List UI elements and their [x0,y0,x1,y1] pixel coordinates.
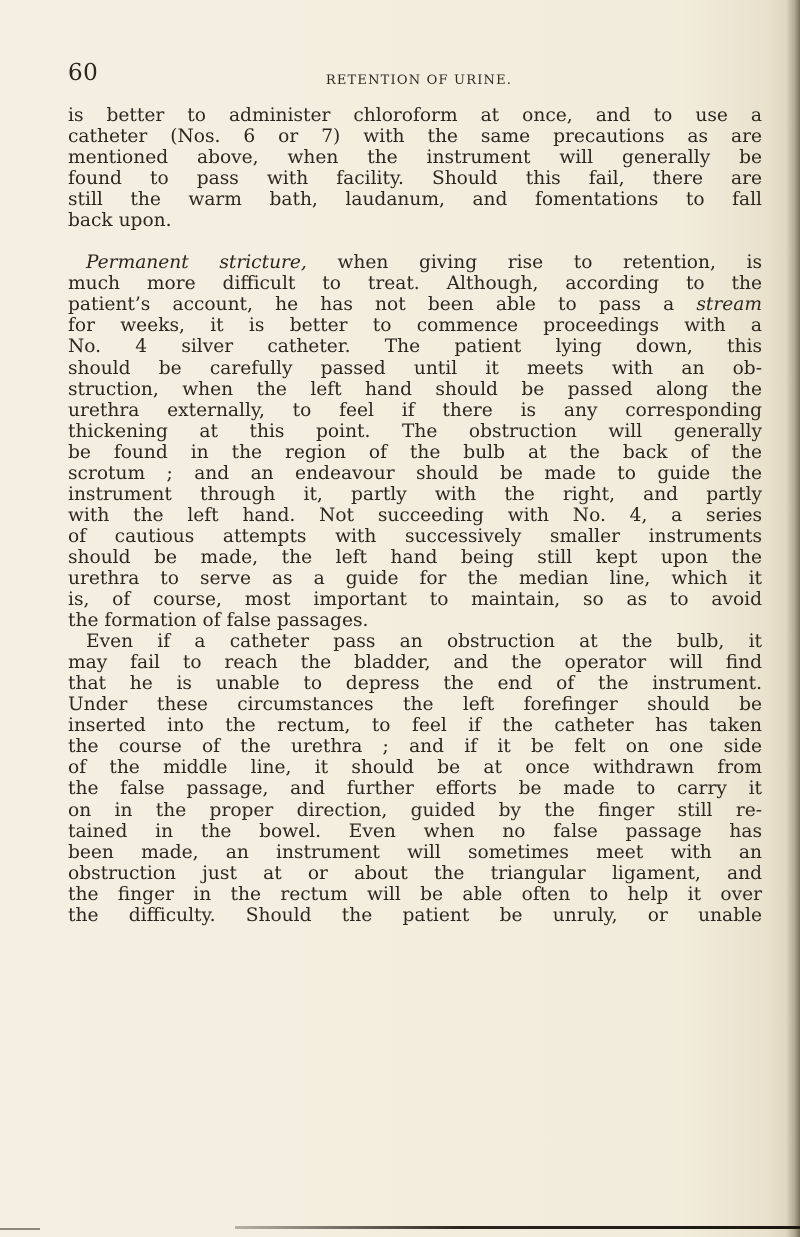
text-line: that he is unable to depress the end of the instrument. [68,673,762,695]
text-line: of cautious attempts with successively smaller instruments [68,525,762,547]
italic-word: stream [696,294,762,316]
body-text [68,105,762,926]
text-line: thickening at this point. The obstruction will generally [68,420,762,442]
text-line: is better to administer chloroform at once, and to use a [68,105,762,126]
text-line: instrument through it, partly with the right, and partly [68,483,762,505]
text-line: the difficulty. Should the patient be unruly, or unable [68,904,762,926]
text-line: much more difficult to treat. Although, according to the [68,273,762,295]
text-line: mentioned above, when the instrument will generally be [68,147,762,169]
text-run: patient’s account, he has not been able to pass a [68,294,697,316]
text-line: the course of the urethra ; and if it be felt on one side [68,736,762,758]
text-line: back upon. [68,210,172,232]
text-line: of the middle line, it should be at once withdrawn from [68,757,762,779]
text-line: should be carefully passed until it meets with an ob- [68,357,762,379]
text-line: urethra externally, to feel if there is any corresponding [68,399,762,421]
text-line: on in the proper direction, guided by the finger still re- [68,799,762,821]
text-line: Under these circumstances the left forefinger should be [68,694,762,716]
bottom-rule [235,1226,800,1229]
text-line: scrotum ; and an endeavour should be made to guide the [68,462,762,484]
text-line: struction, when the left hand should be passed along the [68,378,762,400]
text-line: with the left hand. Not succeeding with No. 4, a series [68,504,762,526]
text-line: for weeks, it is better to commence proceedings with a [68,315,762,337]
text-line: urethra to serve as a guide for the median line, which it [68,567,762,589]
text-line: tained in the bowel. Even when no false passage has [68,820,762,842]
text-line: inserted into the rectum, to feel if the catheter has taken [68,715,762,737]
paragraph-gap [68,231,762,252]
text-line: No. 4 silver catheter. The patient lying down, this [68,336,762,358]
text-line: catheter (Nos. 6 or 7) with the same precautions as are [68,126,762,148]
page-edge-shadow [786,0,800,1237]
text-line: found to pass with facility. Should this fail, there are [68,168,762,190]
text-line: still the warm bath, laudanum, and fomentations to fall [68,189,762,211]
text-line: be found in the region of the bulb at the back of the [68,441,762,463]
text-line: is, of course, most important to maintain, so as to avoid [68,589,762,611]
text-line: should be made, the left hand being still kept upon the [68,546,762,568]
text-line: the false passage, and further efforts be made to carry it [68,778,762,800]
text-line: the formation of false passages. [68,610,369,632]
text-line: may fail to reach the bladder, and the operator will find [68,652,762,674]
text-line: been made, an instrument will sometimes meet with an [68,841,762,863]
italic-phrase: Permanent stricture, [86,252,307,274]
text-line: obstruction just at or about the triangular ligament, and [68,862,762,884]
text-line: the finger in the rectum will be able often to help it over [68,883,762,905]
bottom-rule-left [0,1228,40,1230]
running-head: RETENTION OF URINE. [325,73,513,88]
text-line [68,252,762,273]
text-line [68,294,762,315]
text-line: Even if a catheter pass an obstruction at the bulb, it [86,631,762,653]
text-run: when giving rise to retention, is [306,252,762,274]
page-number: 60 [68,60,99,86]
